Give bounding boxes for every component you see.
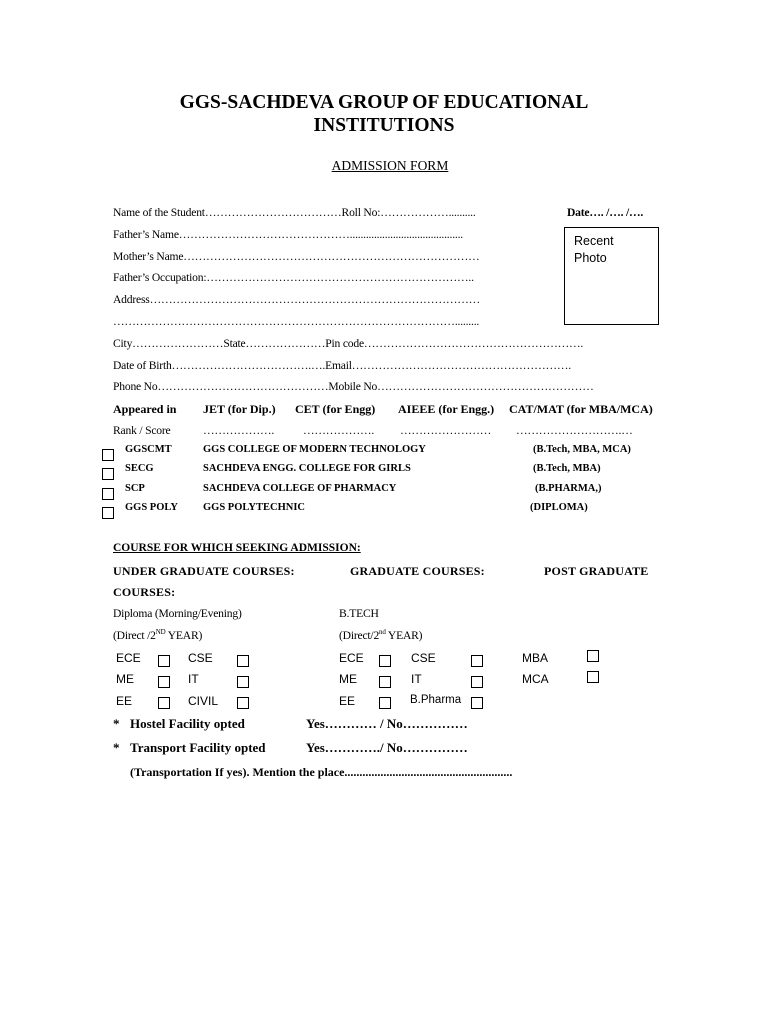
phone-mobile-field[interactable]: Phone No………………………………………Mobile No………………………………………………… (113, 380, 594, 393)
btech-label: B.TECH (339, 607, 379, 620)
photo-label-line1: Recent (574, 234, 614, 248)
transport-place-field[interactable]: (Transportation If yes). Mention the place........................................................ (130, 765, 513, 779)
hostel-bullet: * (113, 716, 120, 731)
diploma-ee-checkbox[interactable] (158, 697, 170, 709)
hostel-facility-label: Hostel Facility opted (130, 716, 245, 731)
direct-second-year-left: (Direct /2ND YEAR) (113, 628, 203, 642)
college-name: SACHDEVA ENGG. COLLEGE FOR GIRLS (203, 463, 411, 474)
institution-title-line2: INSTITUTIONS (313, 115, 455, 136)
recent-photo-box (564, 227, 659, 325)
mother-name-field[interactable]: Mother’s Name…………………………………………………………………… (113, 250, 480, 263)
catmat-label: CAT/MAT (for MBA/MCA) (509, 402, 653, 416)
mba-label: MBA (522, 651, 549, 665)
jet-label: JET (for Dip.) (203, 402, 276, 416)
form-title: ADMISSION FORM (331, 158, 449, 173)
btech-cse-checkbox[interactable] (471, 655, 483, 667)
btech-ee-label: EE (339, 694, 356, 708)
btech-me-label: ME (339, 672, 357, 686)
college-secg-checkbox[interactable] (102, 468, 114, 480)
btech-ece-checkbox[interactable] (379, 655, 391, 667)
appeared-in-label: Appeared in (113, 402, 177, 416)
dob-email-field[interactable]: Date of Birth……………………………….….Email…………………………………………………. (113, 359, 571, 372)
transport-facility-label: Transport Facility opted (130, 740, 266, 755)
transport-yes-no-field[interactable]: Yes…………./ No…………… (306, 740, 468, 755)
photo-label-line2: Photo (574, 251, 607, 265)
college-ggs-poly-checkbox[interactable] (102, 507, 114, 519)
diploma-cse-label: CSE (188, 651, 213, 665)
aieee-label: AIEEE (for Engg.) (398, 402, 495, 416)
college-code: SECG (125, 463, 154, 474)
college-scp-checkbox[interactable] (102, 488, 114, 500)
rank-jet-field[interactable]: ………………. (203, 424, 275, 437)
mba-checkbox[interactable] (587, 650, 599, 662)
diploma-ee-label: EE (116, 694, 133, 708)
bpharma-label: B.Pharma (410, 694, 462, 706)
diploma-civil-label: CIVIL (188, 694, 219, 708)
diploma-label: Diploma (Morning/Evening) (113, 607, 242, 620)
diploma-it-checkbox[interactable] (237, 676, 249, 688)
college-code: GGSCMT (125, 444, 172, 455)
college-courses: (B.Tech, MBA) (533, 463, 601, 474)
diploma-me-label: ME (116, 672, 134, 686)
college-ggscmt-checkbox[interactable] (102, 449, 114, 461)
diploma-cse-checkbox[interactable] (237, 655, 249, 667)
address-continuation-field[interactable]: ………………………………………………………………………………......... (113, 315, 480, 328)
diploma-it-label: IT (188, 672, 199, 686)
college-courses: (DIPLOMA) (530, 502, 588, 513)
city-state-pin-field[interactable]: City……………………State…………………Pin code…………………………………………………. (113, 337, 584, 350)
graduate-heading: GRADUATE COURSES: (350, 564, 485, 578)
cet-label: CET (for Engg) (295, 402, 376, 416)
college-name: GGS POLYTECHNIC (203, 502, 306, 513)
diploma-civil-checkbox[interactable] (237, 697, 249, 709)
diploma-me-checkbox[interactable] (158, 676, 170, 688)
student-name-roll-field[interactable]: Name of the Student………………………………Roll No:……………….......... (113, 206, 476, 219)
college-code: GGS POLY (125, 502, 179, 513)
under-graduate-heading: UNDER GRADUATE COURSES: (113, 564, 295, 578)
college-name: GGS COLLEGE OF MODERN TECHNOLOGY (203, 444, 426, 455)
rank-score-label: Rank / Score (113, 424, 171, 437)
btech-ece-label: ECE (339, 651, 364, 665)
mca-label: MCA (522, 672, 549, 686)
address-field[interactable]: Address…………………………………………………………………………… (113, 293, 481, 306)
father-occupation-field[interactable]: Father’s Occupation:…………………………………………………………….. (113, 271, 474, 284)
transport-bullet: * (113, 740, 120, 755)
institution-title-line1: GGS-SACHDEVA GROUP OF EDUCATIONAL (179, 92, 589, 113)
bpharma-checkbox[interactable] (471, 697, 483, 709)
direct-second-year-mid: (Direct/2nd YEAR) (339, 628, 423, 642)
btech-it-label: IT (411, 672, 422, 686)
diploma-ece-label: ECE (116, 651, 141, 665)
college-code: SCP (125, 483, 145, 494)
college-name: SACHDEVA COLLEGE OF PHARMACY (203, 483, 397, 494)
college-courses: (B.Tech, MBA, MCA) (533, 444, 631, 455)
btech-me-checkbox[interactable] (379, 676, 391, 688)
date-field[interactable]: Date…. /…. /…. (567, 206, 644, 219)
father-name-field[interactable]: Father’s Name……………………………………….......................................... (113, 228, 464, 241)
post-graduate-heading: POST GRADUATE (544, 564, 649, 578)
btech-it-checkbox[interactable] (471, 676, 483, 688)
rank-catmat-field[interactable]: ……………………….… (516, 424, 633, 437)
hostel-yes-no-field[interactable]: Yes………… / No…………… (306, 716, 468, 731)
btech-ee-checkbox[interactable] (379, 697, 391, 709)
diploma-ece-checkbox[interactable] (158, 655, 170, 667)
mca-checkbox[interactable] (587, 671, 599, 683)
btech-cse-label: CSE (411, 651, 436, 665)
rank-cet-field[interactable]: ………………. (303, 424, 375, 437)
course-section-heading: COURSE FOR WHICH SEEKING ADMISSION: (113, 542, 361, 554)
courses-heading-continuation: COURSES: (113, 585, 176, 599)
college-courses: (B.PHARMA,) (535, 483, 602, 494)
rank-aieee-field[interactable]: …………………… (400, 424, 492, 437)
